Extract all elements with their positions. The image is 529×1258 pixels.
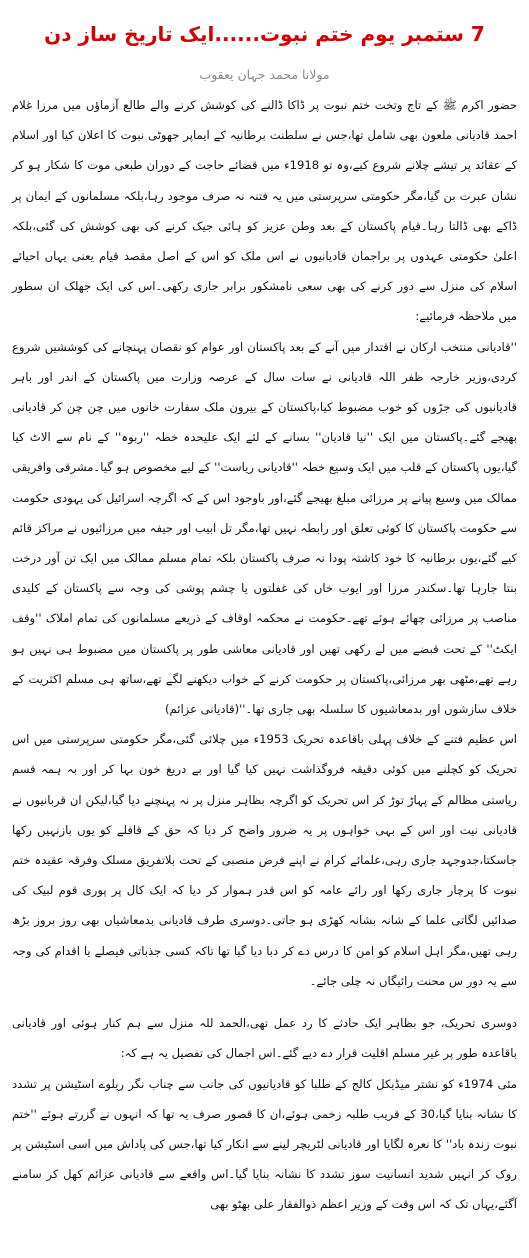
article-paragraph-intro: حضور اکرم ﷺ کے تاج وتخت ختم نبوت پر ڈاکا ڈالنے کی کوشش کرنے والے طالع آزماؤں میں مرزا غلام احمد قادیانی ملعون بھی شامل تھا،جس نے سلطنت برطانیہ کے ایماپر جھوٹی نبوت کا اعلان کیا اور اسلام کے عقائد پر تیشے چلانے شروع کیے،وہ تو 1918ء میں قضائے حاجت کے دوران طبعی موت کا شکار ہو کر نشان عبرت بن گیا،مگر حکومتی سرپرستی میں یہ فتنہ نہ صرف موجود رہا،بلکہ مسلمانوں کے ایمان پر ڈاکے بھی ڈالتا رہا۔قیام پاکستان کے بعد وطن عزیز کو ہائی جیک کرنے کی بھی کوشش کی گئی،بلکہ اعلیٰ حکومتی عہدوں پر براجمان قادیانیوں نے اس ملک کو اس کے اصل مقصد قیام یعنی یہاں احیائے اسلام کی منزل سے دور کرنے کی بھی سعی نامشکور برابر جاری رکھی۔اس کی ایک جھلک ان سطور میں ملاحظہ فرمائیے: bbox=[12, 98, 517, 324]
article-title: 7 ستمبر یوم ختم نبوت......ایک تاریخ ساز دن bbox=[44, 22, 485, 46]
article-paragraph-quote: ''قادیانی منتخب ارکان نے اقتدار میں آنے کے بعد پاکستان اور عوام کو نقصان پہنچانے کی کوششیں شروع کردی،وزیر خارجہ ظفر اللہ قادیانی نے سات سال کے عرصہ وزارت میں پاکستان کے اندر اور باہر قادیانیوں کی جڑوں کو خوب مضبوط کیا،پاکستان کے بیرون ملک سفارت خانوں میں چن چن کر قادیانی بھیجے گئے۔پاکستان میں ایک ''نیا قادیان'' بسانے کے لئے ایک علیحدہ خطہ ''ربوہ'' کے نام سے الاٹ کیا گیا،یوں پاکستان کے قلب میں ایک وسیع خطہ ''قادیانی ریاست'' کے لیے مخصوص ہو گیا۔مشرقی وافریقی ممالک میں وسیع پیانے پر مرزائی مبلغ بھیجے گئے،اور باوجود اس کے کہ اگرچہ اسرائیل کی یہودی حکومت سے حکومت پاکستان کا کوئی تعلق اور رابطہ نہیں تھا،مگر تل ابیب اور حیفہ میں مرزائیوں نے مراکز قائم کیے گئے،یوں برطانیہ کا خود کاشتہ پودا نہ صرف پاکستان بلکہ تمام مسلم ممالک میں ایک تن آور درخت بنتا جارہا تھا۔سکندر مرزا اور ایوب خاں کی غفلتوں یا چشم پوشی کی وجہ سے پاکستان کے کلیدی مناصب پر مرزائی چھائے ہوئے تھے۔حکومت نے محکمہ اوقاف کے ذریعے مسلمانوں کی تمام املاک ''وقف ایکٹ'' کے تحت قبضے میں لے رکھی تھیں اور قادیانی معاشی طور پر پاکستان میں مضبوط ہی نہیں ہو رہے تھے،مٹھی بھر مرزائی،پاکستان پر حکومت کرنے کے خواب دیکھنے لگے تھے،ساتھ ہی مسلم اکثریت کے خلاف سازشوں اور بدمعاشیوں کا سلسلہ بھی جاری تھا۔''(قادیانی عزائم) bbox=[12, 339, 517, 717]
article-body bbox=[12, 90, 517, 1220]
article-paragraph-first-movement: اس عظیم فتنے کے خلاف پہلی باقاعدہ تحریک 1953ء میں چلائی گئی،مگر حکومتی سرپرستی میں اس تحریک کو کچلنے میں کوئی دقیقہ فروگذاشت نہیں کیا گیا اور بے دریغ خون بہا کر اور بہ ہمہ قسم ریاستی مظالم کے پہاڑ توڑ کر اس تحریک کو اگرچہ بظاہر منزل پر نہ پہنچنے دیا گیا،لیکن ان قربانیوں نے قادیانی نیت اور اس کے بہی خواہوں پر یہ ضرور واضح کر دیا کہ حق کے قافلے کو یوں بازنہیں رکھا جاسکتا،جدوجہد جاری رہی،علمائے کرام نے اپنے فرض منصبی کے تحت بلاتفریق مسلک وفرقہ عقیدہ ختم نبوت کا پرچار جاری رکھا اور رائے عامہ کو اس قدر ہموار کر دیا کہ ایک کال پر پوری قوم لبیک کی صدائیں لگاتی علما کے شانہ بشانہ کھڑی ہو جاتی۔دوسری طرف قادیانی بدمعاشیاں بھی روز بروز بڑھ رہی تھیں،مگر اہل اسلام کو امن کا درس دے کر دبا دیا گیا تھا تاکہ کسی جذباتی فیصلے یا اقدام کی وجہ سے یہ دور س محنت رائیگاں نہ چلی جائے۔ bbox=[12, 732, 517, 988]
article-paragraph-second-movement: دوسری تحریک، جو بظاہر ایک حادثے کا رد عمل تھی،الحمد للہ منزل سے ہم کنار ہوئی اور قادیانی باقاعدہ طور پر غیر مسلم اقلیت قرار دے دیے گئے۔اس اجمال کی تفصیل یہ ہے کہ: bbox=[12, 1016, 517, 1061]
paragraph-spacer bbox=[12, 996, 517, 1008]
article-paragraph-1974-incident: مئی 1974ء کو نشتر میڈیکل کالج کے طلبا کو قادیانیوں کی جانب سے چناب نگر ریلوے اسٹیشن پر تشدد کا نشانہ بنایا گیا،30 کے قریب طلبہ زخمی ہوئے،ان کا قصور صرف یہ تھا کہ انہوں نے گزرتے ہوئے ''ختم نبوت زندہ باد'' کا نعرہ لگایا اور قادیانی لٹریچر لینے سے انکار کیا تھا،جس کی پاداش میں اسی اسٹیشن پر روک کر انہیں شدید انسانیت سوز تشدد کا نشانہ بنایا گیا۔اس واقعے سے قادیانی عزائم کھل کر سامنے آگئے،یہاں تک کہ اس وقت کے وزیر اعظم ذوالفقار علی بھٹو بھی bbox=[12, 1076, 517, 1212]
article-author: مولانا محمد جہان یعقوب bbox=[199, 67, 330, 82]
